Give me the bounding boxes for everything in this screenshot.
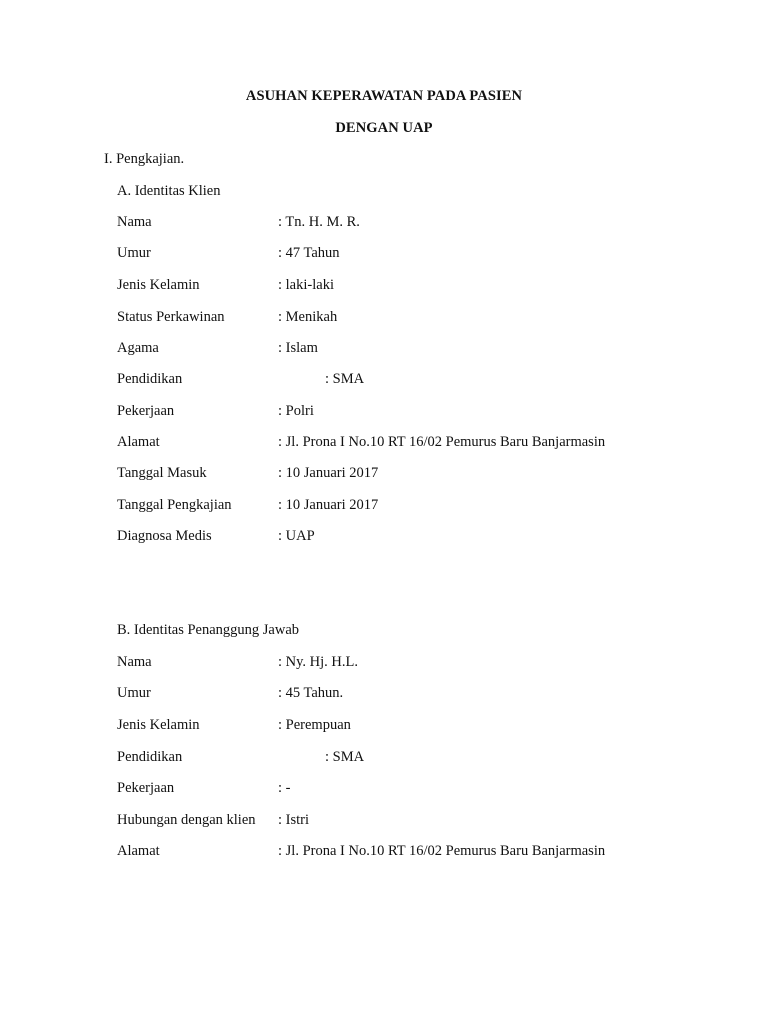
section-heading: I. Pengkajian. bbox=[104, 151, 185, 167]
field-label: Diagnosa Medis bbox=[117, 528, 212, 544]
field-value: : 10 Januari 2017 bbox=[278, 465, 379, 481]
field-value: : Jl. Prona I No.10 RT 16/02 Pemurus Baru Banjarmasin bbox=[278, 843, 606, 859]
field-value: : 47 Tahun bbox=[278, 245, 340, 261]
field-value: : Istri bbox=[278, 812, 310, 828]
field-value: : UAP bbox=[278, 528, 315, 544]
field-label: Hubungan dengan klien bbox=[117, 812, 256, 828]
field-label: Agama bbox=[117, 340, 159, 356]
field-label: Pekerjaan bbox=[117, 403, 175, 419]
field-value: : Tn. H. M. R. bbox=[278, 214, 360, 230]
field-label: Alamat bbox=[117, 843, 160, 859]
field-value: : 10 Januari 2017 bbox=[278, 497, 379, 513]
document-title: ASUHAN KEPERAWATAN PADA PASIEN bbox=[245, 88, 523, 104]
field-label: Alamat bbox=[117, 434, 160, 450]
field-label: Pekerjaan bbox=[117, 780, 175, 796]
subsection-heading-penanggung-jawab: B. Identitas Penanggung Jawab bbox=[117, 622, 300, 638]
subsection-heading-klien: A. Identitas Klien bbox=[117, 183, 221, 199]
field-value: : - bbox=[278, 780, 291, 796]
field-label: Jenis Kelamin bbox=[117, 717, 200, 733]
field-value: : Menikah bbox=[278, 309, 338, 325]
field-value: : SMA bbox=[325, 749, 365, 765]
field-label: Nama bbox=[117, 654, 152, 670]
field-label: Umur bbox=[117, 245, 151, 261]
field-label: Status Perkawinan bbox=[117, 309, 225, 325]
field-value: : Ny. Hj. H.L. bbox=[278, 654, 359, 670]
field-value: : Islam bbox=[278, 340, 318, 356]
field-label: Tanggal Pengkajian bbox=[117, 497, 232, 513]
field-label: Pendidikan bbox=[117, 371, 183, 387]
field-label: Nama bbox=[117, 214, 152, 230]
field-value: : 45 Tahun. bbox=[278, 685, 344, 701]
field-label: Pendidikan bbox=[117, 749, 183, 765]
field-value: : Perempuan bbox=[278, 717, 351, 733]
field-label: Jenis Kelamin bbox=[117, 277, 200, 293]
field-label: Tanggal Masuk bbox=[117, 465, 207, 481]
field-value: : Jl. Prona I No.10 RT 16/02 Pemurus Baru Banjarmasin bbox=[278, 434, 606, 450]
document-subtitle: DENGAN UAP bbox=[335, 120, 433, 136]
field-label: Umur bbox=[117, 685, 151, 701]
field-value: : Polri bbox=[278, 403, 314, 419]
field-value: : laki-laki bbox=[278, 277, 334, 293]
field-value: : SMA bbox=[325, 371, 365, 387]
